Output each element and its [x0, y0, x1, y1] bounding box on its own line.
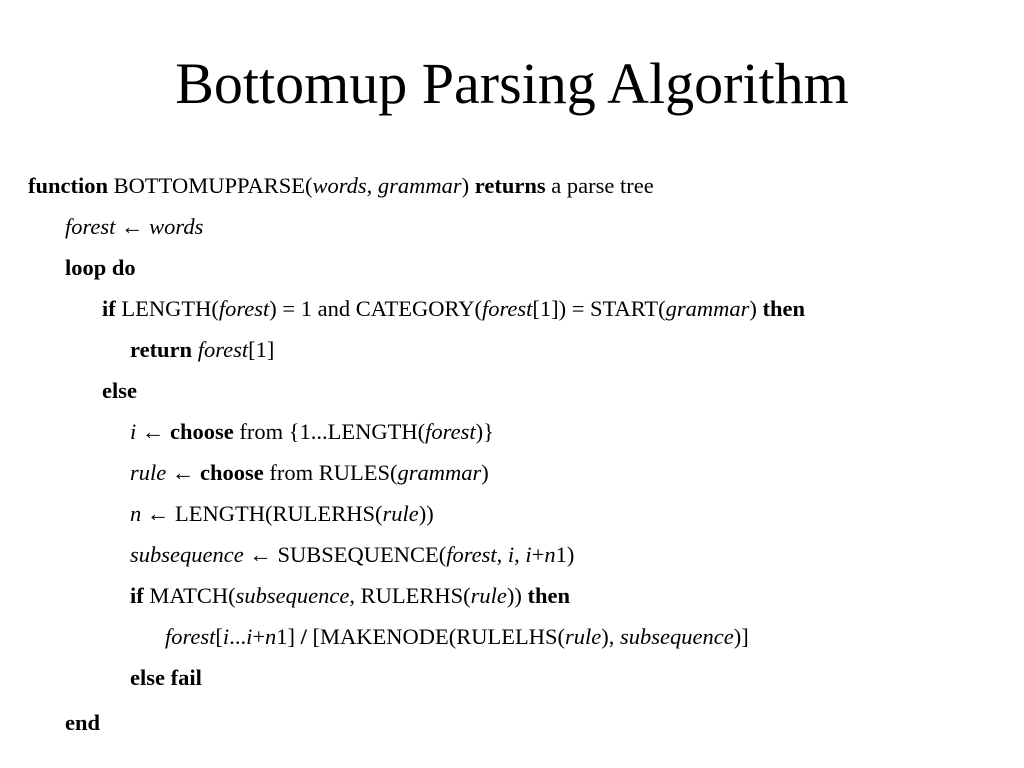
code-text: )) — [506, 583, 528, 608]
var-forest: forest — [218, 296, 270, 321]
code-text: from RULES( — [263, 460, 398, 485]
code-text: , RULERHS( — [349, 583, 471, 608]
keyword-then: then — [527, 583, 571, 608]
var-rule: rule — [565, 624, 602, 649]
algorithm-line-loop — [65, 252, 136, 284]
code-text: )] — [733, 624, 749, 649]
algorithm-line-if-start — [102, 293, 805, 325]
code-text: LENGTH( — [115, 296, 219, 321]
keyword-choose: choose — [200, 460, 264, 485]
var-n: n — [265, 624, 277, 649]
code-text: MATCH( — [143, 583, 236, 608]
code-text: ) — [481, 460, 489, 485]
function-params: words, grammar — [312, 173, 462, 198]
code-text: 1] — [276, 624, 301, 649]
algorithm-line-init — [65, 211, 203, 243]
var-rule: rule — [130, 460, 167, 485]
code-text: ← SUBSEQUENCE( — [243, 542, 447, 567]
assign-arrow: ← — [136, 419, 171, 444]
code-text: )} — [475, 419, 494, 444]
algorithm-line-else — [102, 375, 137, 407]
var-subsequence: subsequence — [130, 542, 244, 567]
var-rule: rule — [382, 501, 419, 526]
var-i: i — [525, 542, 532, 567]
keyword-else: else — [102, 378, 137, 403]
algorithm-line-choose-rule — [130, 457, 489, 489]
algorithm-line-n-length — [130, 498, 434, 530]
function-name: BOTTOMUPPARSE( — [108, 173, 313, 198]
code-text: from {1...LENGTH( — [233, 419, 426, 444]
var-subsequence: subsequence — [620, 624, 734, 649]
code-text: 1) — [555, 542, 575, 567]
var-words: words — [149, 214, 204, 239]
var-grammar: grammar — [665, 296, 750, 321]
var-i: i — [507, 542, 515, 567]
algorithm-line-choose-i — [130, 416, 494, 448]
algorithm-line-else-fail — [130, 662, 202, 694]
code-text: [1]) = START( — [532, 296, 666, 321]
algorithm-line-end — [65, 707, 100, 739]
keyword-loop-do: loop do — [65, 255, 136, 280]
keyword-returns: returns — [474, 173, 546, 198]
var-forest: forest — [425, 419, 476, 444]
code-text: + — [252, 624, 266, 649]
var-forest: forest — [165, 624, 216, 649]
function-paren-close: ) — [461, 173, 475, 198]
var-forest: forest — [446, 542, 497, 567]
return-description: a parse tree — [545, 173, 654, 198]
code-text: [ — [215, 624, 223, 649]
assign-arrow: ← — [166, 460, 200, 485]
keyword-end: end — [65, 710, 101, 735]
var-n: n — [544, 542, 556, 567]
code-text: [MAKENODE(RULELHS( — [306, 624, 566, 649]
code-text: ... — [229, 624, 247, 649]
code-text: )) — [418, 501, 434, 526]
var-i: i — [222, 624, 230, 649]
var-forest: forest — [65, 214, 116, 239]
code-text: ), — [601, 624, 621, 649]
keyword-choose: choose — [170, 419, 234, 444]
var-subsequence: subsequence — [235, 583, 350, 608]
algorithm-line-if-match — [130, 580, 570, 612]
code-text: ← LENGTH(RULERHS( — [141, 501, 383, 526]
algorithm-line-subsequence — [130, 539, 574, 571]
var-i: i — [130, 419, 137, 444]
var-forest: forest — [481, 296, 533, 321]
var-i: i — [246, 624, 253, 649]
slide-title: Bottomup Parsing Algorithm — [175, 51, 849, 116]
code-text: , — [514, 542, 526, 567]
code-text: ) — [749, 296, 763, 321]
var-n: n — [130, 501, 142, 526]
algorithm-line-return — [130, 334, 274, 366]
keyword-return: return — [130, 337, 193, 362]
code-text: ) = 1 and CATEGORY( — [269, 296, 482, 321]
keyword-if: if — [102, 296, 116, 321]
assign-arrow: ← — [115, 214, 150, 239]
var-grammar: grammar — [397, 460, 482, 485]
keyword-then: then — [762, 296, 806, 321]
keyword-if: if — [130, 583, 144, 608]
keyword-else-fail: else fail — [130, 665, 202, 690]
var-rule: rule — [470, 583, 507, 608]
algorithm-line-function — [28, 170, 654, 202]
var-forest: forest — [197, 337, 249, 362]
algorithm-line-makenode — [165, 621, 749, 653]
keyword-function: function — [28, 173, 109, 198]
code-text: , — [496, 542, 508, 567]
code-text: + — [531, 542, 545, 567]
code-text: [1] — [248, 337, 275, 362]
replace-slash: / — [300, 624, 307, 649]
